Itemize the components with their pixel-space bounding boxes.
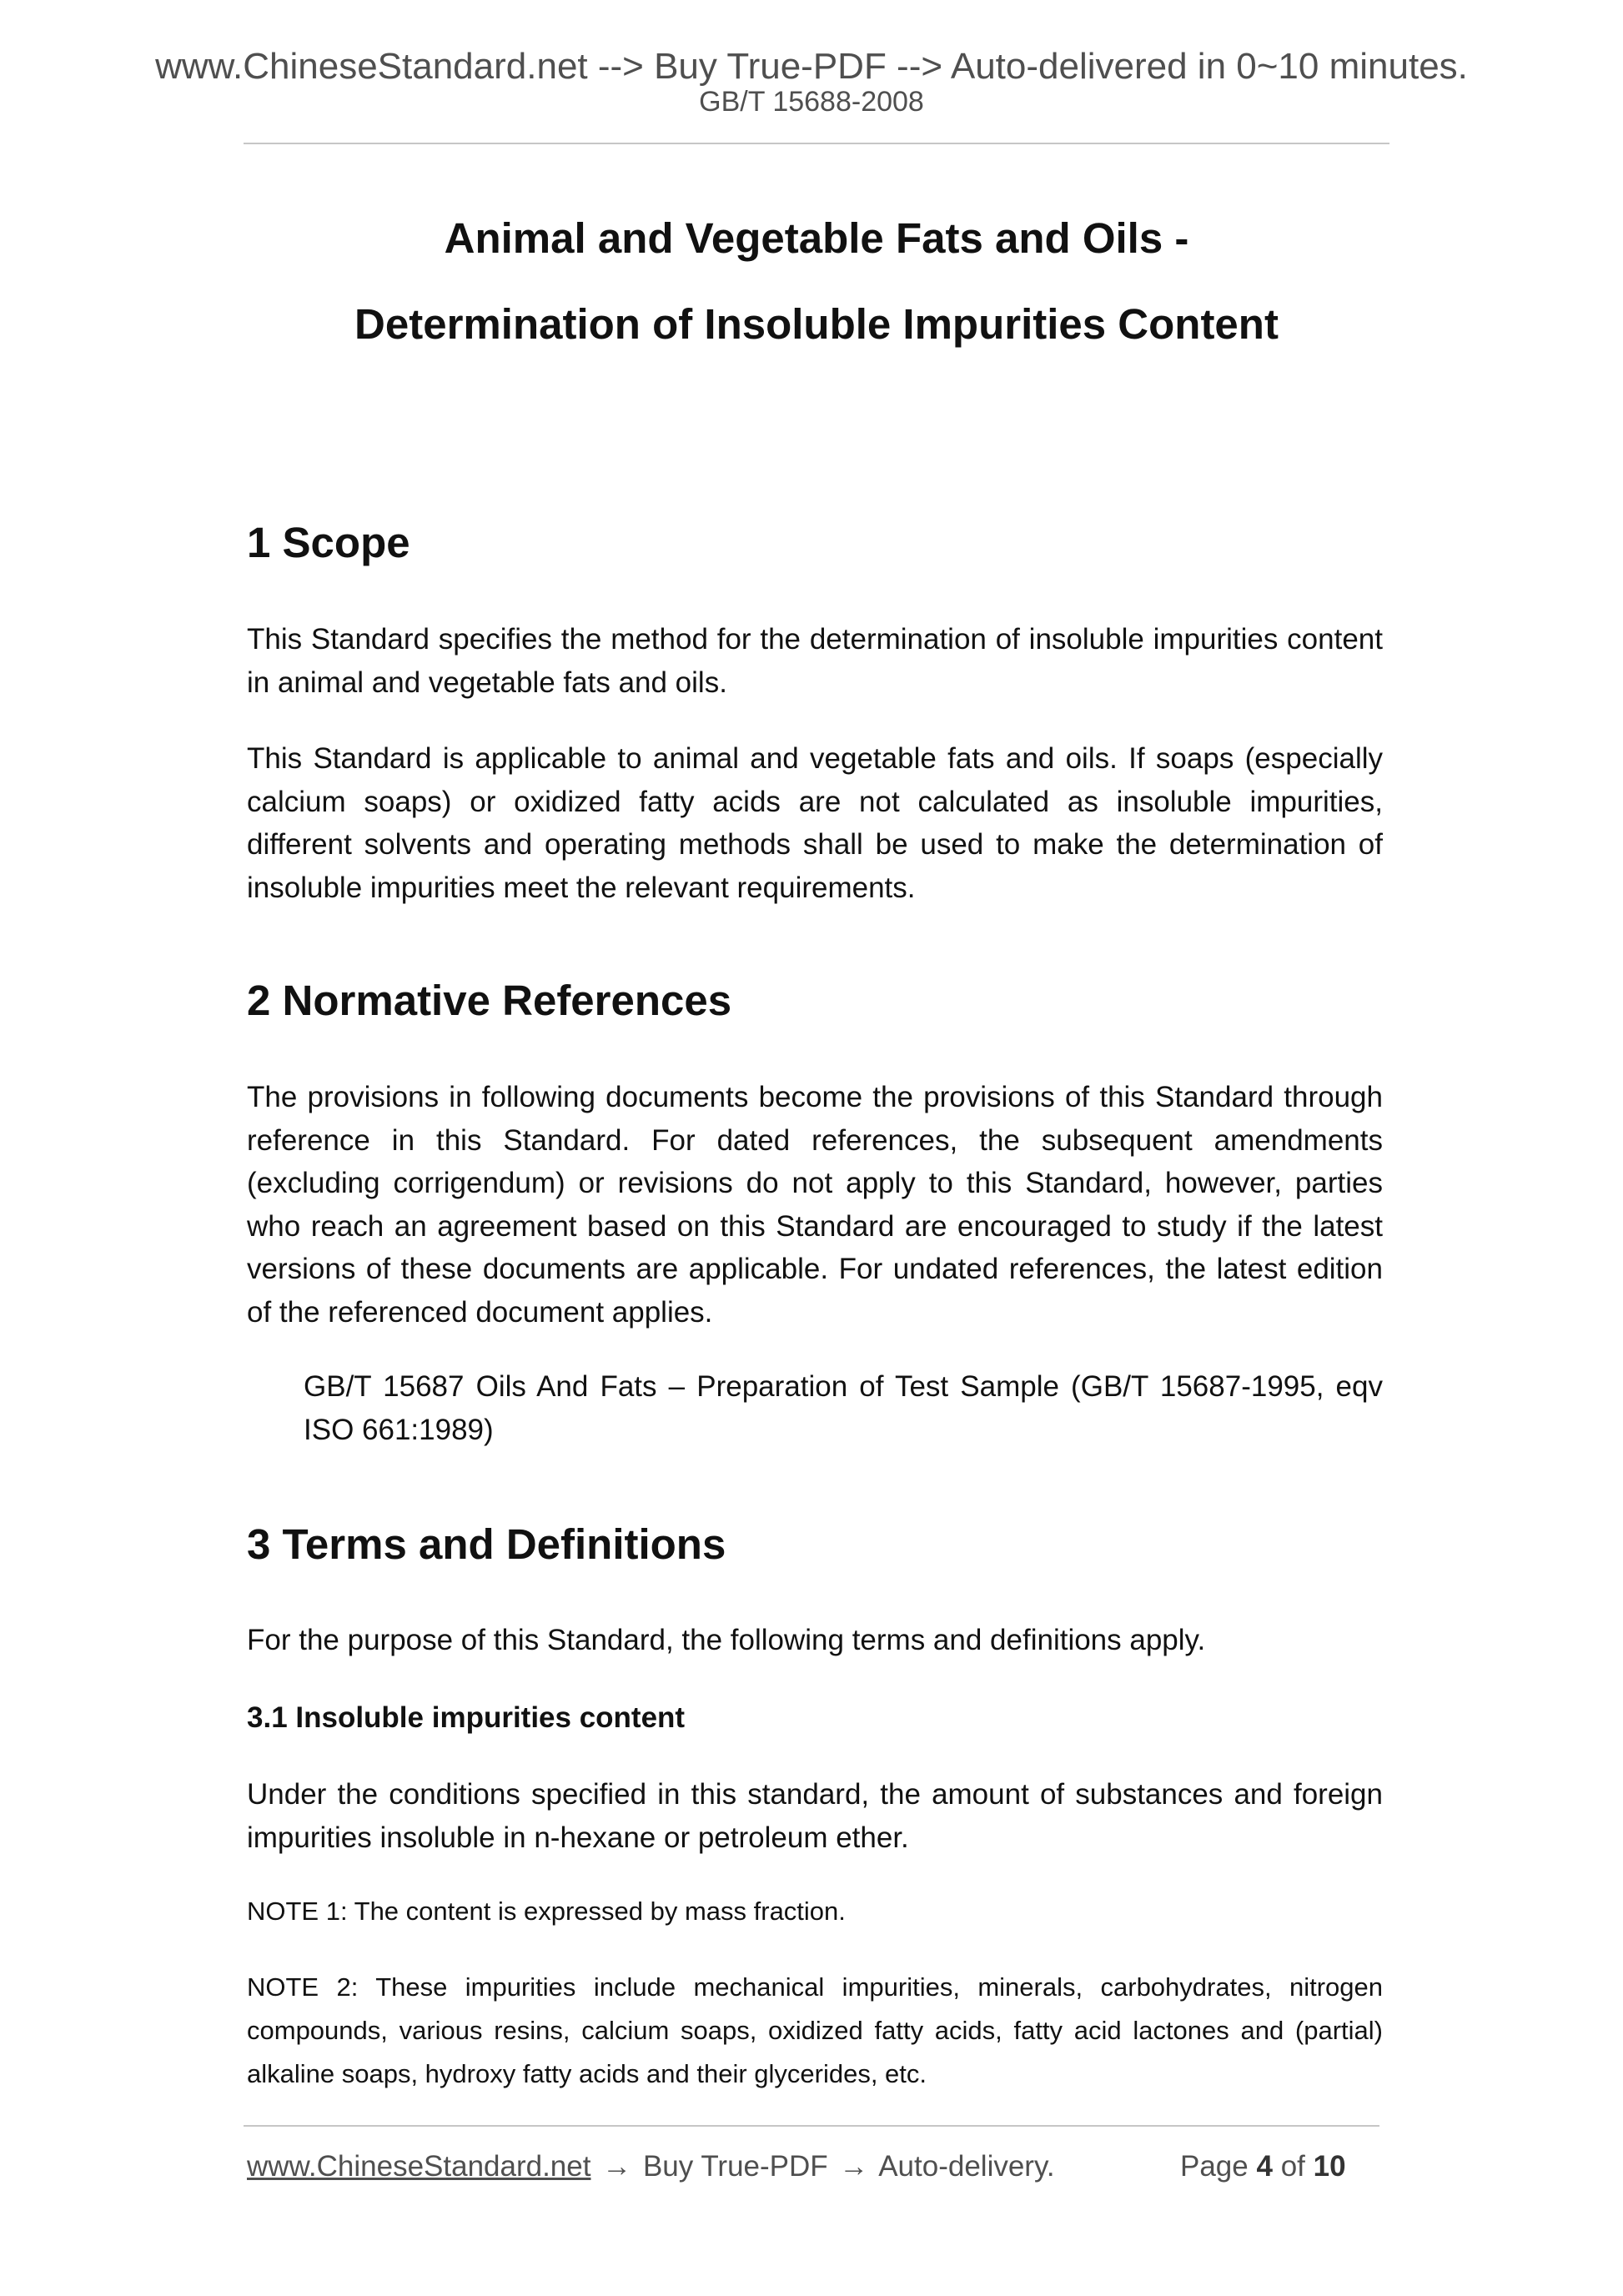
footer-delivery-text: Auto-delivery. (878, 2150, 1055, 2183)
scope-paragraph-1: This Standard specifies the method for the determination of insoluble impurities content in animal and vegetable fats and oils. (247, 623, 1383, 699)
document-title-line2: Determination of Insoluble Impurities Content (354, 300, 1279, 348)
normative-reference-item: GB/T 15687 Oils And Fats – Preparation of Test Sample (GB/T 15687-1995, eqv ISO 661:1989) (304, 1370, 1383, 1446)
page-number: 4 (1256, 2150, 1273, 2183)
of-label: of (1280, 2150, 1305, 2183)
scope-paragraph-2: This Standard is applicable to animal and vegetable fats and oils. If soaps (especially calcium soaps) or oxidized fatty acids are not calculated as insoluble impurities, different solvents and operating methods shall be used to make the determination of insoluble impurities meet the relevant requirements. (247, 742, 1383, 904)
document-title-line1: Animal and Vegetable Fats and Oils - (444, 214, 1189, 262)
definition-paragraph: Under the conditions specified in this standard, the amount of substances and foreign impurities insoluble in n-hexane or petroleum ether. (247, 1778, 1383, 1854)
terms-intro-paragraph: For the purpose of this Standard, the following terms and definitions apply. (247, 1624, 1206, 1656)
footer-left (247, 2146, 1055, 2188)
note-1: NOTE 1: The content is expressed by mass fraction. (247, 1897, 846, 1926)
footer-divider (244, 2125, 1379, 2127)
arrow-right-icon: → (602, 2150, 632, 2183)
normative-paragraph: The provisions in following documents become the provisions of this Standard through reference in this Standard. For dated references, the subsequent amendments (excluding corrigendum) or revisions do not apply to this Standard, however, parties who reach an agreement based on this Standard are encouraged to study if the latest versions of these documents are applicable. For undated references, the latest edition of the referenced document applies. (247, 1081, 1383, 1329)
page-indicator (1180, 2146, 1346, 2188)
arrow-right-icon: → (839, 2150, 869, 2183)
header-banner: www.ChineseStandard.net --> Buy True-PDF --> Auto-delivered in 0~10 minutes. (155, 46, 1468, 87)
section-heading-normative-references: 2 Normative References (247, 977, 732, 1024)
footer-website-link[interactable]: www.ChineseStandard.net (247, 2150, 591, 2183)
page-label: Page (1180, 2150, 1249, 2183)
header-standard-number: GB/T 15688-2008 (699, 86, 924, 118)
note-2: NOTE 2: These impurities include mechanical impurities, minerals, carbohydrates, nitrogen compounds, various resins, calcium soaps, oxidized fatty acids, fatty acid lactones and (partial) alkaline soaps, hydroxy fatty acids and their glycerides, etc. (247, 1972, 1383, 2088)
header-divider (244, 143, 1389, 144)
subsection-heading-insoluble-impurities: 3.1 Insoluble impurities content (247, 1701, 686, 1734)
section-heading-terms: 3 Terms and Definitions (247, 1520, 726, 1568)
page-total: 10 (1313, 2150, 1346, 2183)
section-heading-scope: 1 Scope (247, 519, 410, 566)
footer-buy-text: Buy True-PDF (642, 2150, 828, 2183)
